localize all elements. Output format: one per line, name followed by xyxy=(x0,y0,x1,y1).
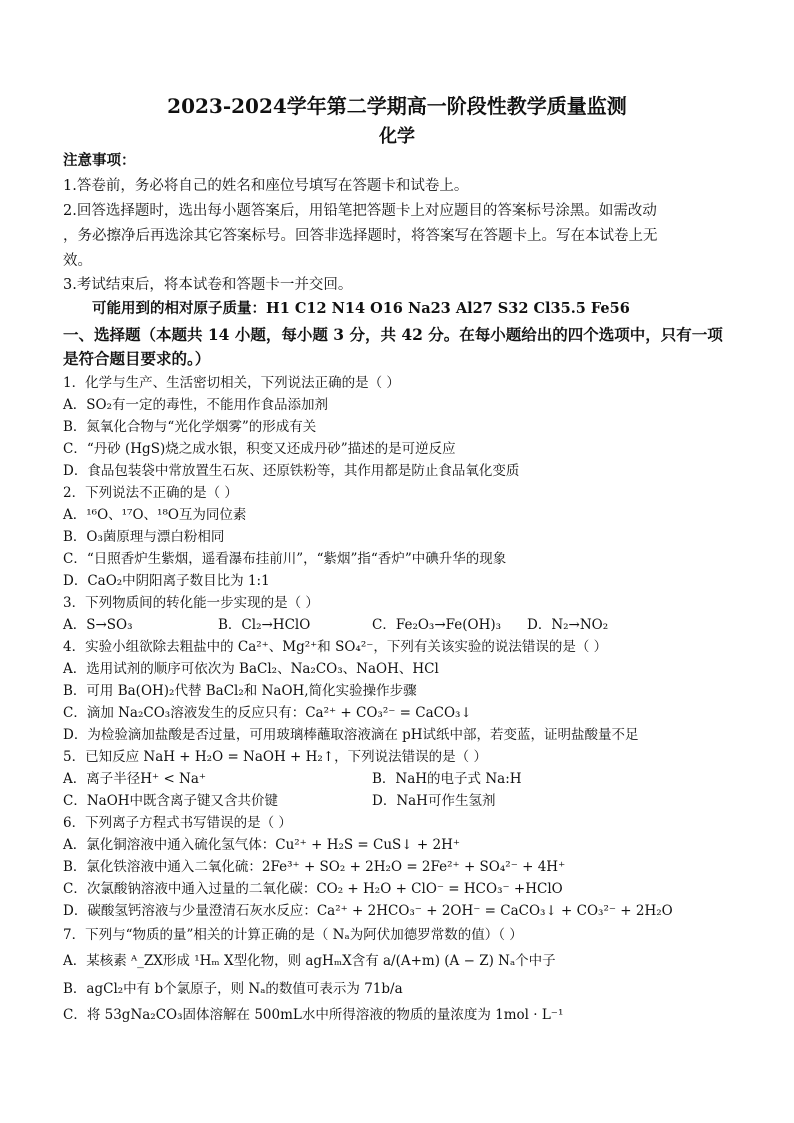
question-stem: 2．下列说法不正确的是（ ） xyxy=(63,485,238,501)
subject-title: 化学 xyxy=(379,126,415,147)
section-heading: 一、选择题（本题共 14 小题，每小题 3 分，共 42 分。在每小题给出的四个选项中，只有一项 xyxy=(63,325,723,344)
option-b: B．Cl₂→HClO xyxy=(218,617,311,633)
notice-line: 2.回答选择题时，选出每小题答案后，用铅笔把答题卡上对应题目的答案标号涂黑。如需改动 xyxy=(63,203,657,219)
page-title: 2023-2024学年第二学期高一阶段性教学质量监测 xyxy=(167,94,627,118)
option-d: D．N₂→NO₂ xyxy=(527,617,609,633)
notice-line: ，务必擦净后再选涂其它答案标号。回答非选择题时，将答案写在答题卡上。写在本试卷上无 xyxy=(63,228,658,244)
notice-line: 效。 xyxy=(63,253,92,269)
atomic-mass-line: 可能用到的相对原子质量：H1 C12 N14 O16 Na23 Al27 S32 Cl35.5 Fe56 xyxy=(92,300,630,317)
option-c: C．滴加 Na₂CO₃溶液发生的反应只有：Ca²⁺ + CO₃²⁻ = CaCO₃↓ xyxy=(63,705,472,721)
option-c: C．NaOH中既含离子键又含共价键 xyxy=(63,793,279,809)
section-heading: 是符合题目要求的。） xyxy=(63,349,211,368)
option-b: B．氯化铁溶液中通入二氧化硫：2Fe³⁺ + SO₂ + 2H₂O = 2Fe²⁺ + SO₄²⁻ + 4H⁺ xyxy=(63,859,566,875)
option-c: C．“丹砂 (HgS)烧之成水银，积变又还成丹砂”描述的是可逆反应 xyxy=(63,441,456,457)
option-d: D．为检验滴加盐酸是否过量，可用玻璃棒蘸取溶液滴在 pH试纸中部，若变蓝，证明盐酸量不足 xyxy=(63,727,639,743)
option-b: B．氮氧化合物与“光化学烟雾”的形成有关 xyxy=(63,419,317,435)
question-stem: 1．化学与生产、生活密切相关，下列说法正确的是（ ） xyxy=(63,375,400,391)
question-stem: 5．已知反应 NaH + H₂O = NaOH + H₂↑，下列说法错误的是（ ） xyxy=(63,749,487,765)
option-b: B．NaH的电子式 Na:H xyxy=(372,771,522,787)
notice-line: 1.答卷前，务必将自己的姓名和座位号填写在答题卡和试卷上。 xyxy=(63,178,469,194)
option-c: C．“日照香炉生紫烟，遥看瀑布挂前川”，“紫烟”指“香炉”中碘升华的现象 xyxy=(63,551,507,567)
question-stem: 3．下列物质间的转化能一步实现的是（ ） xyxy=(63,595,319,611)
option-d: D．CaO₂中阴阳离子数目比为 1:1 xyxy=(63,573,270,589)
option-a: A．S→SO₃ xyxy=(63,617,133,633)
option-a: A．离子半径H⁺ < Na⁺ xyxy=(63,771,207,787)
option-a: A．¹⁶O、¹⁷O、¹⁸O互为同位素 xyxy=(63,507,247,523)
option-d: D．NaH可作生氢剂 xyxy=(372,793,496,809)
option-a: A．选用试剂的顺序可依次为 BaCl₂、Na₂CO₃、NaOH、HCl xyxy=(63,661,439,677)
option-c: C．将 53gNa₂CO₃固体溶解在 500mL水中所得溶液的物质的量浓度为 1mol · L⁻¹ xyxy=(63,1007,564,1023)
question-stem: 4．实验小组欲除去粗盐中的 Ca²⁺、Mg²⁺和 SO₄²⁻，下列有关该实验的说法错误的是（ ） xyxy=(63,639,608,655)
option-c: C．Fe₂O₃→Fe(OH)₃ xyxy=(372,617,502,633)
option-b: B．O₃菌原理与漂白粉相同 xyxy=(63,529,225,545)
option-a: A．某核素 ᴬ_ZX形成 ¹Hₘ X型化物，则 agHₘX含有 a/(A+m) (A − Z) Nₐ个中子 xyxy=(63,953,556,969)
notice-heading: 注意事项： xyxy=(63,152,136,169)
option-b: B．可用 Ba(OH)₂代替 BaCl₂和 NaOH,简化实验操作步骤 xyxy=(63,683,417,699)
option-b: B．agCl₂中有 b个氯原子，则 Nₐ的数值可表示为 71b/a xyxy=(63,981,403,997)
question-stem: 7．下列与“物质的量”相关的计算正确的是（ Nₐ为阿伏加德罗常数的值）（ ） xyxy=(63,927,523,943)
option-d: D．碳酸氢钙溶液与少量澄清石灰水反应：Ca²⁺ + 2HCO₃⁻ + 2OH⁻ = CaCO₃↓ + CO₃²⁻ + 2H₂O xyxy=(63,903,673,919)
option-a: A．SO₂有一定的毒性，不能用作食品添加剂 xyxy=(63,397,328,413)
notice-line: 3.考试结束后，将本试卷和答题卡一并交回。 xyxy=(63,277,353,293)
option-d: D．食品包装袋中常放置生石灰、还原铁粉等，其作用都是防止食品氧化变质 xyxy=(63,463,520,479)
option-a: A．氯化铜溶液中通入硫化氢气体：Cu²⁺ + H₂S = CuS↓ + 2H⁺ xyxy=(63,837,460,853)
question-stem: 6．下列离子方程式书写错误的是（ ） xyxy=(63,815,292,831)
option-c: C．次氯酸钠溶液中通入过量的二氧化碳：CO₂ + H₂O + ClO⁻ = HCO₃⁻ +HClO xyxy=(63,881,563,897)
